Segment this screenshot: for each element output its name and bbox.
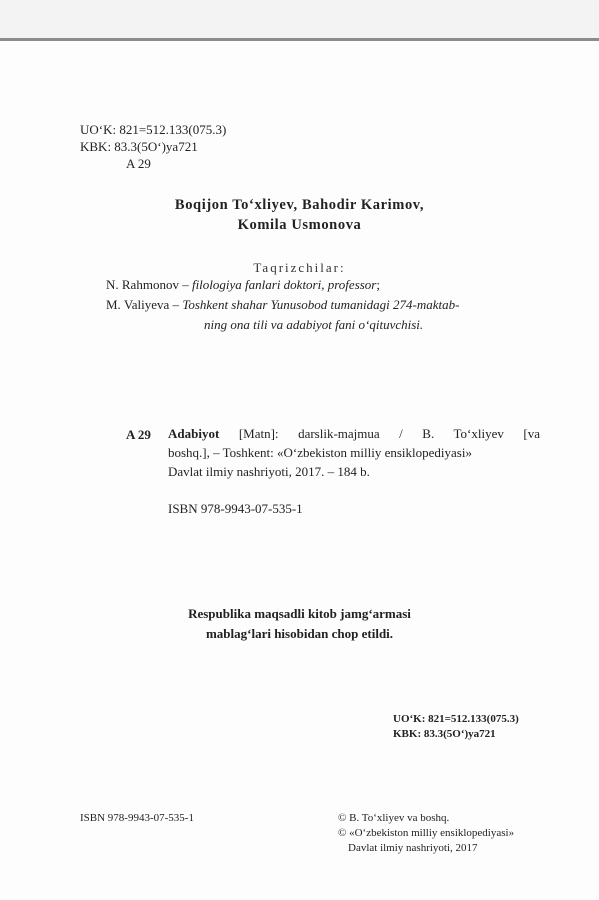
- copyright-authors: © B. To‘xliyev va boshq.: [338, 812, 450, 824]
- footer-isbn: ISBN 978-9943-07-535-1: [80, 812, 194, 824]
- sponsor-line-2: mablag‘lari hisobidan chop etildi.: [205, 626, 394, 641]
- catalog-description: [168, 424, 540, 481]
- copyright-publisher: © «O‘zbekiston milliy ensiklopediyasi»: [338, 827, 515, 839]
- reviewers-title: Taqrizchilar:: [253, 260, 346, 275]
- catalog-code: A 29: [126, 427, 151, 442]
- reviewer-1-end: ;: [376, 277, 380, 292]
- reviewer-2: [106, 296, 459, 313]
- sponsor-line-1: Respublika maqsadli kitob jamg‘armasi: [188, 606, 411, 621]
- author-sign: A 29: [126, 156, 151, 171]
- catalog-line-1: [Matn]: darslik-majmua / B. To‘xliyev [va: [238, 426, 540, 441]
- kbk-code: KBK: 83.3(5O‘)ya721: [80, 139, 198, 154]
- authors-line-2: Komila Usmonova: [237, 217, 362, 233]
- reviewer-2-desc-1: Toshkent shahar Yunusobod tumanidagi 274-maktab-: [182, 297, 460, 312]
- catalog-line-2: boshq.], – Toshkent: «O‘zbekiston milliy ensiklopediyasi»: [168, 445, 472, 460]
- reviewer-2-name: M. Valiyeva –: [106, 297, 180, 312]
- catalog-line-3: Davlat ilmiy nashriyoti, 2017. – 184 b.: [168, 464, 370, 479]
- reviewer-1-desc: filologiya fanlari doktori, professor: [191, 277, 377, 292]
- reviewer-1: [106, 276, 380, 293]
- reviewer-2-desc-2: ning ona tili va adabiyot fani o‘qituvchisi.: [204, 317, 424, 332]
- reviewer-1-name: N. Rahmonov –: [106, 277, 189, 292]
- catalog-isbn: ISBN 978-9943-07-535-1: [168, 501, 303, 516]
- authors-line-1: Boqijon To‘xliyev, Bahodir Karimov,: [174, 197, 425, 213]
- udk-code-bold: UO‘K: 821=512.133(075.3): [393, 713, 519, 725]
- copyright-publisher-line-2: Davlat ilmiy nashriyoti, 2017: [348, 842, 478, 854]
- kbk-code-bold: KBK: 83.3(5O‘)ya721: [393, 728, 496, 740]
- udk-code: UO‘K: 821=512.133(075.3): [80, 122, 227, 137]
- page-top-border: [0, 38, 599, 41]
- catalog-title: Adabiyot: [168, 426, 220, 441]
